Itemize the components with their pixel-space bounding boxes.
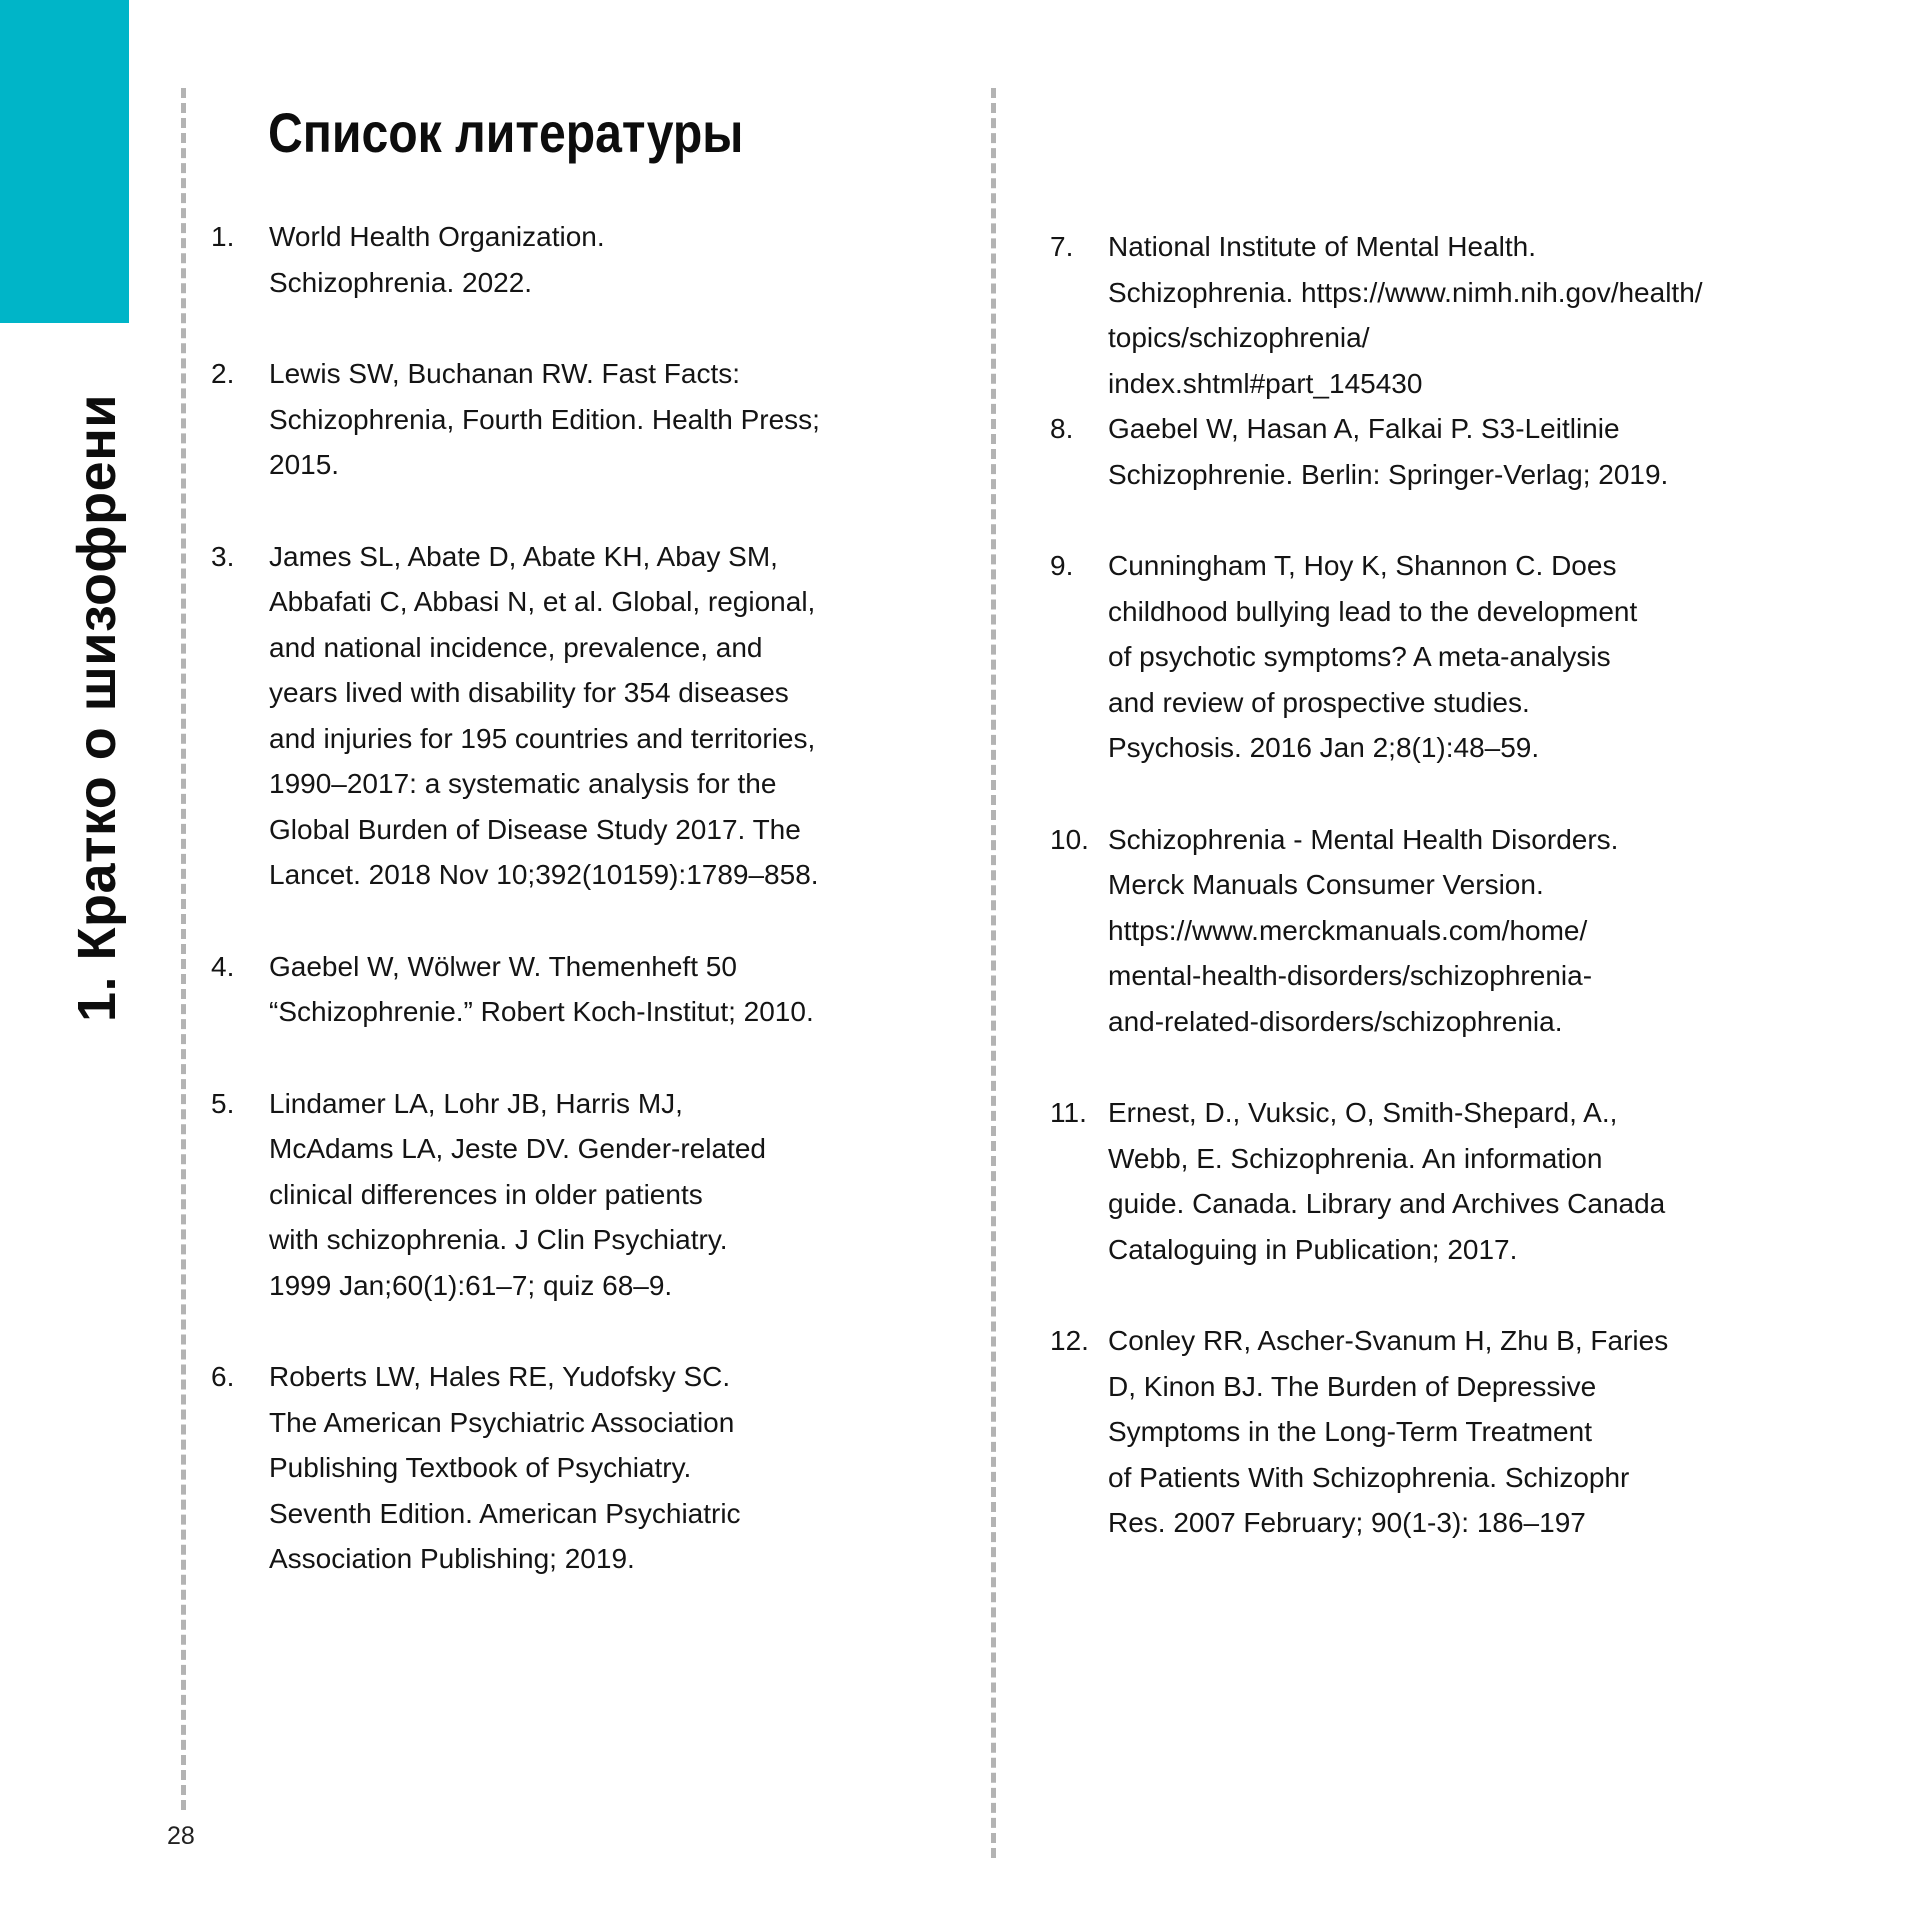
reference-text: Conley RR, Ascher-Svanum H, Zhu B, Faries D, Kinon BJ. The Burden of Depressive Symptoms in the Long-Term Treatment of Patients With Schizophrenia. Schizophr Res. 2007 February; 90(1-3): 186–197 (1108, 1325, 1669, 1538)
reference-text: Gaebel W, Wölwer W. Themenheft 50 “Schizophrenie.” Robert Koch-Institut; 2010. (269, 950, 814, 1027)
reference-item-10 (1050, 817, 1770, 1045)
reference-text: Schizophrenia - Mental Health Disorders. Merck Manuals Consumer Version. https://www.merckmanuals.com/home/ mental-health-disorders/schizophrenia- and-related-disorders/schizophrenia. (1108, 823, 1619, 1037)
reference-number: 4. (211, 950, 235, 982)
reference-list-left (211, 214, 931, 1582)
reference-number: 5. (211, 1087, 235, 1119)
reference-item-12 (1050, 1318, 1770, 1546)
reference-item-3 (211, 534, 931, 898)
section-color-tab (0, 0, 129, 323)
page-title: Список литературы (268, 101, 744, 164)
reference-number: 6. (211, 1361, 235, 1392)
reference-item-1 (211, 214, 931, 305)
reference-item-2 (211, 351, 931, 488)
page-number: 28 (167, 1822, 195, 1850)
reference-item-7 (1050, 224, 1770, 406)
reference-text: Cunningham T, Hoy K, Shannon C. Does childhood bullying lead to the development of psychotic symptoms? A meta-analysis and review of prospective studies. Psychosis. 2016 Jan 2;8(1):48–59. (1108, 550, 1638, 763)
reference-list-right (1050, 224, 1770, 1546)
reference-text: Lindamer LA, Lohr JB, Harris MJ, McAdams LA, Jeste DV. Gender-related clinical differences in older patients with schizophrenia. J Clin Psychiatry. 1999 Jan;60(1):61–7; quiz 68–9. (269, 1087, 766, 1301)
reference-text: World Health Organization. Schizophrenia. 2022. (269, 221, 605, 298)
reference-text: National Institute of Mental Health. Schizophrenia. https://www.nimh.nih.gov/health/ topics/schizophrenia/ index.shtml#part_145430 (1108, 231, 1703, 399)
reference-number: 9. (1050, 550, 1074, 581)
reference-number: 2. (211, 358, 235, 389)
reference-text: James SL, Abate D, Abate KH, Abay SM, Abbafati C, Abbasi N, et al. Global, regional, and national incidence, prevalence, and years lived with disability for 354 diseases and injuries for 195 countries and territories, 1990–2017: a systematic analysis for the Global Burden of Disease Study 2017. The Lancet. 2018 Nov 10;392(10159):1789–858. (269, 540, 819, 890)
reference-number: 10. (1050, 823, 1089, 855)
section-title-vertical: 1. Кратко о шизофрени (67, 393, 127, 1023)
reference-number: 7. (1050, 231, 1074, 262)
reference-text: Roberts LW, Hales RE, Yudofsky SC. The American Psychiatric Association Publishing Textbook of Psychiatry. Seventh Edition. American Psychiatric Association Publishing; 2019. (269, 1361, 741, 1574)
reference-item-4 (211, 944, 931, 1035)
reference-item-8 (1050, 406, 1770, 497)
reference-number: 12. (1050, 1325, 1089, 1356)
reference-item-6 (211, 1354, 931, 1582)
reference-number: 8. (1050, 413, 1074, 444)
reference-number: 1. (211, 221, 235, 252)
reference-item-5 (211, 1081, 931, 1309)
reference-item-9 (1050, 543, 1770, 771)
reference-item-11 (1050, 1090, 1770, 1272)
reference-text: Gaebel W, Hasan A, Falkai P. S3-Leitlinie Schizophrenie. Berlin: Springer-Verlag; 2019. (1108, 413, 1669, 490)
reference-text: Ernest, D., Vuksic, O, Smith-Shepard, A., Webb, E. Schizophrenia. An information guide. Canada. Library and Archives Canada Cataloguing in Publication; 2017. (1108, 1097, 1666, 1265)
center-dashed-divider (991, 88, 996, 1858)
reference-number: 3. (211, 540, 235, 572)
reference-text: Lewis SW, Buchanan RW. Fast Facts: Schizophrenia, Fourth Edition. Health Press; 2015. (269, 358, 820, 480)
reference-number: 11. (1050, 1097, 1087, 1128)
left-dashed-divider (181, 88, 186, 1810)
